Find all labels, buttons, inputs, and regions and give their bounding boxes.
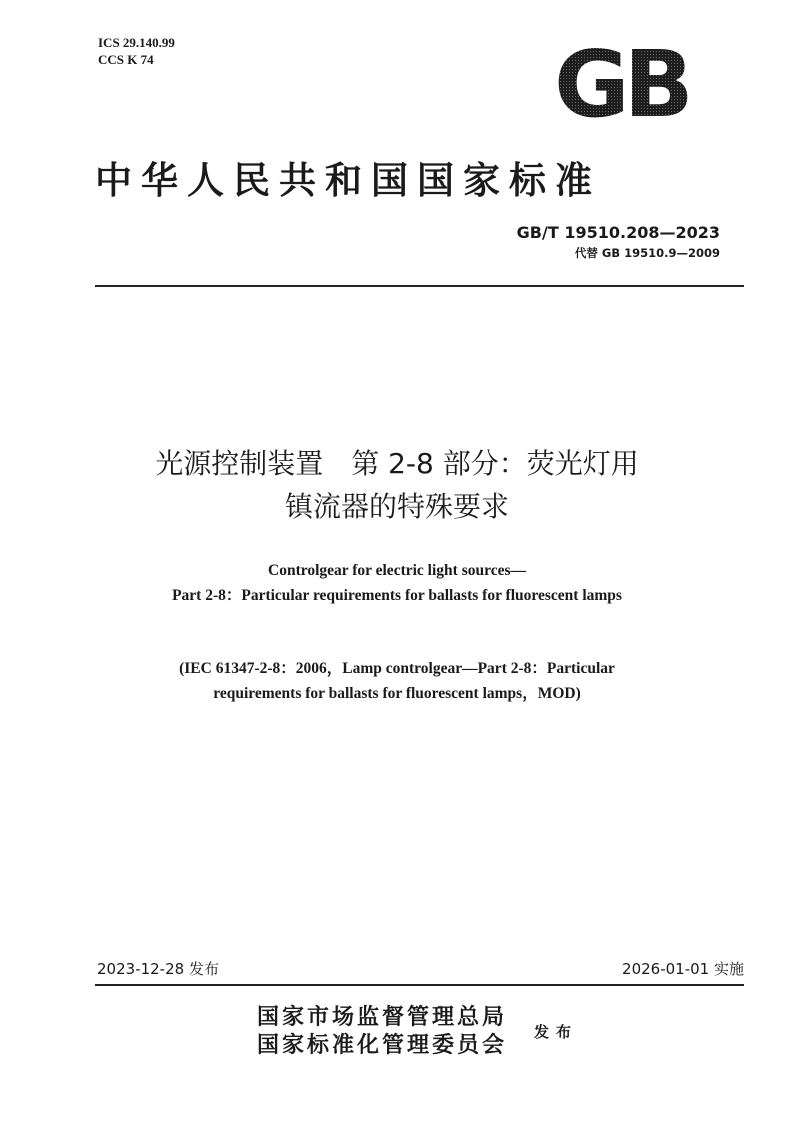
ccs-code: CCS K 74 xyxy=(98,52,154,67)
iec-reference-line-2: requirements for ballasts for fluorescent lamps，MOD) xyxy=(213,685,581,702)
issue-date: 2023-12-28 发布 xyxy=(97,960,219,978)
issuer-names xyxy=(257,1003,507,1059)
gb-logo-text: GB xyxy=(554,44,688,122)
chinese-title-line-2: 镇流器的特殊要求 xyxy=(284,490,509,523)
iec-reference xyxy=(0,656,794,706)
implementation-date: 2026-01-01 实施 xyxy=(622,960,744,978)
english-title-line-1: Controlgear for electric light sources— xyxy=(268,562,526,579)
chinese-title-line-1: 光源控制装置 第 2-8 部分：荧光灯用 xyxy=(155,447,639,480)
gb-logo xyxy=(541,44,701,122)
national-standard-title: 中华人民共和国国家标准 xyxy=(95,161,601,202)
top-divider xyxy=(95,285,744,287)
issuer-block xyxy=(257,1003,597,1063)
iec-reference-line-1: (IEC 61347-2-8：2006，Lamp controlgear—Part 2-8：Particular xyxy=(179,660,615,677)
classification-codes xyxy=(98,34,175,68)
english-title xyxy=(0,558,794,608)
issuer-samr: 国家市场监督管理总局 xyxy=(257,1004,508,1029)
ics-code: ICS 29.140.99 xyxy=(98,35,175,50)
standard-number: GB/T 19510.208—2023 xyxy=(516,223,720,242)
issuer-sac: 国家标准化管理委员会 xyxy=(257,1032,508,1057)
english-title-line-2: Part 2-8：Particular requirements for ballasts for fluorescent lamps xyxy=(172,587,622,604)
bottom-divider xyxy=(95,984,744,986)
chinese-title xyxy=(0,442,794,528)
replaces-standard: 代替 GB 19510.9—2009 xyxy=(574,246,720,260)
publish-label: 发布 xyxy=(534,1025,579,1041)
